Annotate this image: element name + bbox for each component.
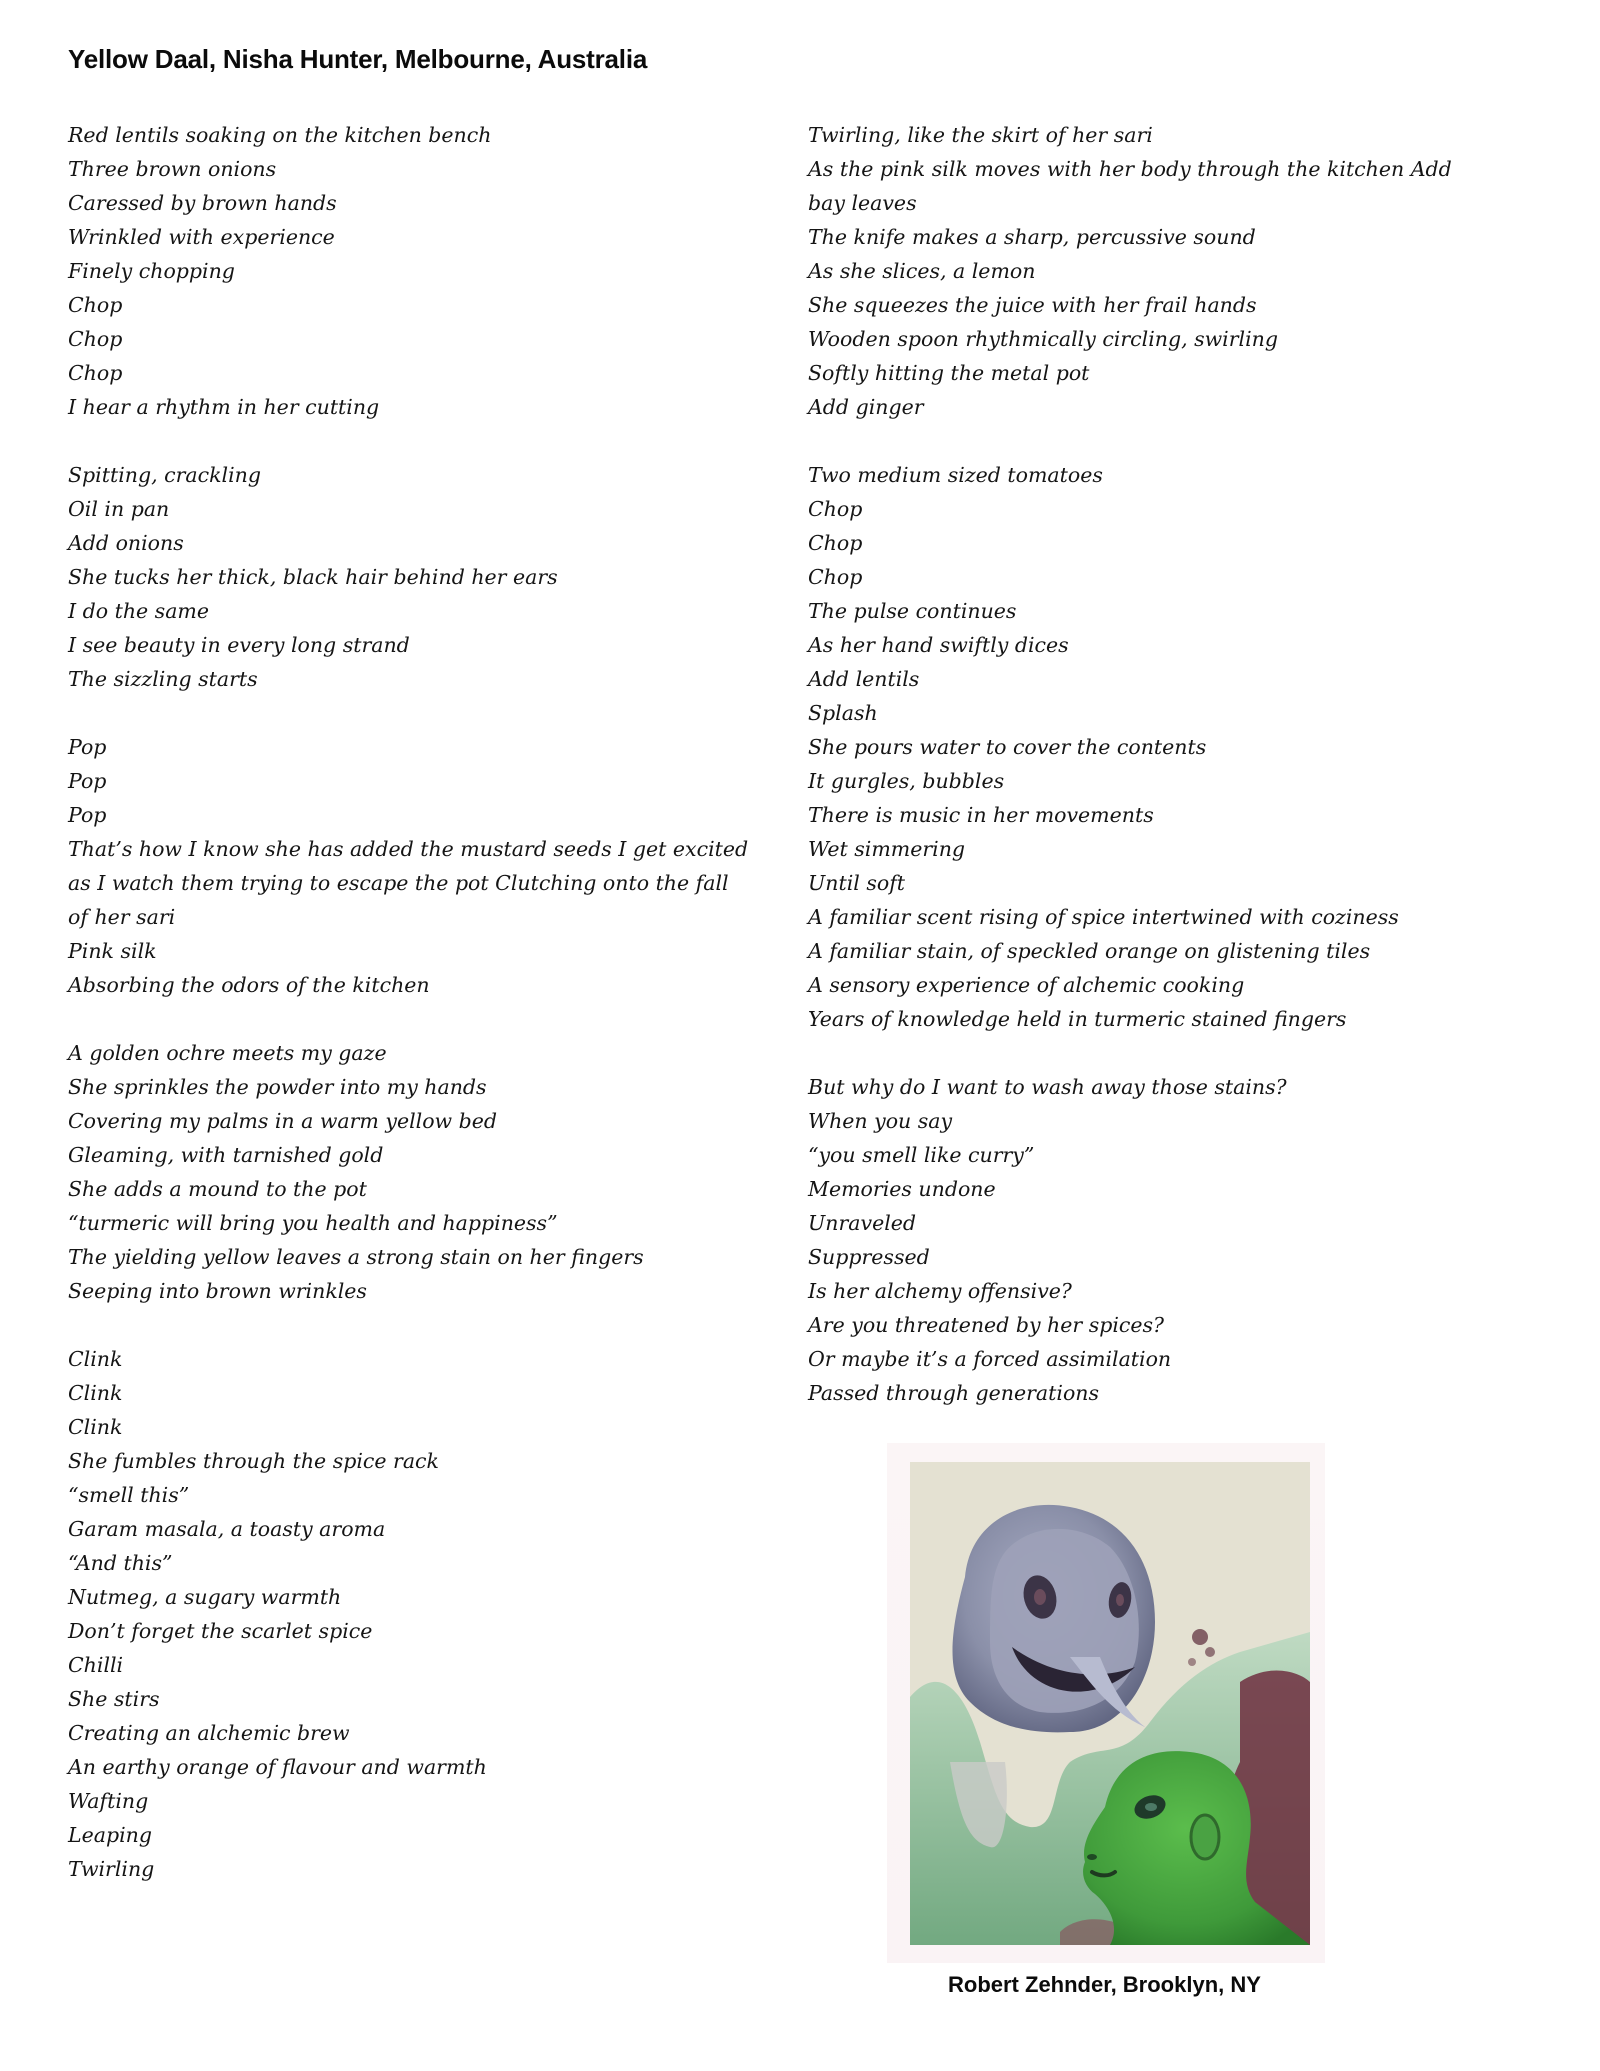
poem-line: A sensory experience of alchemic cooking bbox=[808, 973, 1245, 997]
stanza bbox=[808, 1070, 1538, 1410]
poem-line: Twirling, like the skirt of her sari bbox=[808, 123, 1153, 147]
poem-line: Add onions bbox=[68, 531, 184, 555]
poem-line: Chop bbox=[808, 531, 863, 555]
poem-line: Suppressed bbox=[808, 1245, 930, 1269]
poem-line: There is music in her movements bbox=[808, 803, 1154, 827]
poem-line: But why do I want to wash away those stains? bbox=[808, 1075, 1287, 1099]
poem-line: Add ginger bbox=[808, 395, 924, 419]
poem-line: Until soft bbox=[808, 871, 906, 895]
poem-column-left bbox=[68, 118, 788, 1920]
poem-line: as I watch them trying to escape the pot Clutching onto the fall bbox=[68, 871, 729, 895]
poem-line: She tucks her thick, black hair behind her ears bbox=[68, 565, 558, 589]
poem-line: A golden ochre meets my gaze bbox=[68, 1041, 387, 1065]
poem-line: When you say bbox=[808, 1109, 953, 1133]
poem-line: She adds a mound to the pot bbox=[68, 1177, 367, 1201]
artwork-photo bbox=[887, 1443, 1325, 1963]
poem-line: Wrinkled with experience bbox=[68, 225, 335, 249]
poem-line: Three brown onions bbox=[68, 157, 277, 181]
poem-line: Are you threatened by her spices? bbox=[808, 1313, 1165, 1337]
poem-line: Finely chopping bbox=[68, 259, 235, 283]
poem-line: Absorbing the odors of the kitchen bbox=[68, 973, 430, 997]
stanza bbox=[808, 118, 1538, 424]
poem-line: Wet simmering bbox=[808, 837, 966, 861]
poem-line: Clink bbox=[68, 1381, 123, 1405]
poem-line: bay leaves bbox=[808, 191, 917, 215]
poem-line: Creating an alchemic brew bbox=[68, 1721, 350, 1745]
poem-line: I see beauty in every long strand bbox=[68, 633, 410, 657]
poem-line: of her sari bbox=[68, 905, 176, 929]
stanza bbox=[68, 1036, 788, 1308]
poem-line: Oil in pan bbox=[68, 497, 170, 521]
stanza bbox=[68, 730, 788, 1002]
poem-line: “And this” bbox=[68, 1551, 173, 1575]
poem-line: Nutmeg, a sugary warmth bbox=[68, 1585, 342, 1609]
poem-line: Add lentils bbox=[808, 667, 920, 691]
poem-line: Or maybe it’s a forced assimilation bbox=[808, 1347, 1172, 1371]
poem-line: An earthy orange of flavour and warmth bbox=[68, 1755, 487, 1779]
poem-line: Chilli bbox=[68, 1653, 124, 1677]
poem-line: Memories undone bbox=[808, 1177, 996, 1201]
poem-line: Seeping into brown wrinkles bbox=[68, 1279, 367, 1303]
stanza bbox=[68, 118, 788, 424]
poem-line: As the pink silk moves with her body through the kitchen Add bbox=[808, 157, 1452, 181]
poem-line: She sprinkles the powder into my hands bbox=[68, 1075, 487, 1099]
stanza bbox=[68, 1342, 788, 1886]
poem-line: Chop bbox=[68, 293, 123, 317]
poem-line: Leaping bbox=[68, 1823, 152, 1847]
poem-line: The knife makes a sharp, percussive sound bbox=[808, 225, 1256, 249]
poem-line: She pours water to cover the contents bbox=[808, 735, 1207, 759]
poem-line: Pop bbox=[68, 803, 107, 827]
poem-line: Twirling bbox=[68, 1857, 155, 1881]
poem-line: Chop bbox=[68, 327, 123, 351]
poem-line: The sizzling starts bbox=[68, 667, 258, 691]
poem-line: She fumbles through the spice rack bbox=[68, 1449, 439, 1473]
poem-line: Garam masala, a toasty aroma bbox=[68, 1517, 386, 1541]
painting-illustration bbox=[910, 1462, 1310, 1945]
poem-line: Passed through generations bbox=[808, 1381, 1100, 1405]
poem-line: Two medium sized tomatoes bbox=[808, 463, 1103, 487]
poem-line: Wafting bbox=[68, 1789, 149, 1813]
poem-line: I do the same bbox=[68, 599, 209, 623]
painting-canvas bbox=[910, 1462, 1310, 1945]
poem-line: Covering my palms in a warm yellow bed bbox=[68, 1109, 497, 1133]
poem-line: Pop bbox=[68, 769, 107, 793]
poem-line: “smell this” bbox=[68, 1483, 190, 1507]
poem-line: She stirs bbox=[68, 1687, 160, 1711]
poem-column-right bbox=[808, 118, 1538, 1444]
poem-line: Is her alchemy offensive? bbox=[808, 1279, 1072, 1303]
poem-title: Yellow Daal, Nisha Hunter, Melbourne, Australia bbox=[68, 44, 648, 74]
poem-line: The pulse continues bbox=[808, 599, 1017, 623]
poem-line: “turmeric will bring you health and happiness” bbox=[68, 1211, 558, 1235]
artwork-caption: Robert Zehnder, Brooklyn, NY bbox=[948, 1972, 1261, 1997]
poem-line: Pop bbox=[68, 735, 107, 759]
poem-line: Spitting, crackling bbox=[68, 463, 261, 487]
poem-line: As she slices, a lemon bbox=[808, 259, 1036, 283]
poem-line: Chop bbox=[808, 497, 863, 521]
poem-line: I hear a rhythm in her cutting bbox=[68, 395, 380, 419]
poem-line: Clink bbox=[68, 1415, 123, 1439]
poem-line: Years of knowledge held in turmeric stained fingers bbox=[808, 1007, 1347, 1031]
stanza bbox=[808, 458, 1538, 1036]
poem-line: Pink silk bbox=[68, 939, 157, 963]
poem-line: Chop bbox=[808, 565, 863, 589]
poem-line: Wooden spoon rhythmically circling, swirling bbox=[808, 327, 1278, 351]
poem-line: She squeezes the juice with her frail hands bbox=[808, 293, 1257, 317]
poem-line: That’s how I know she has added the mustard seeds I get excited bbox=[68, 837, 749, 861]
poem-line: Caressed by brown hands bbox=[68, 191, 337, 215]
poem-line: Clink bbox=[68, 1347, 123, 1371]
poem-line: The yielding yellow leaves a strong stain on her fingers bbox=[68, 1245, 644, 1269]
poem-line: As her hand swiftly dices bbox=[808, 633, 1069, 657]
poem-line: Splash bbox=[808, 701, 878, 725]
poem-line: Don’t forget the scarlet spice bbox=[68, 1619, 373, 1643]
poem-line: It gurgles, bubbles bbox=[808, 769, 1005, 793]
poem-line: A familiar scent rising of spice intertwined with coziness bbox=[808, 905, 1399, 929]
poem-line: Red lentils soaking on the kitchen bench bbox=[68, 123, 492, 147]
poem-line: Softly hitting the metal pot bbox=[808, 361, 1090, 385]
poem-line: Chop bbox=[68, 361, 123, 385]
poem-line: Gleaming, with tarnished gold bbox=[68, 1143, 384, 1167]
stanza bbox=[68, 458, 788, 696]
poem-line: “you smell like curry” bbox=[808, 1143, 1035, 1167]
poem-line: Unraveled bbox=[808, 1211, 917, 1235]
poem-line: A familiar stain, of speckled orange on glistening tiles bbox=[808, 939, 1371, 963]
